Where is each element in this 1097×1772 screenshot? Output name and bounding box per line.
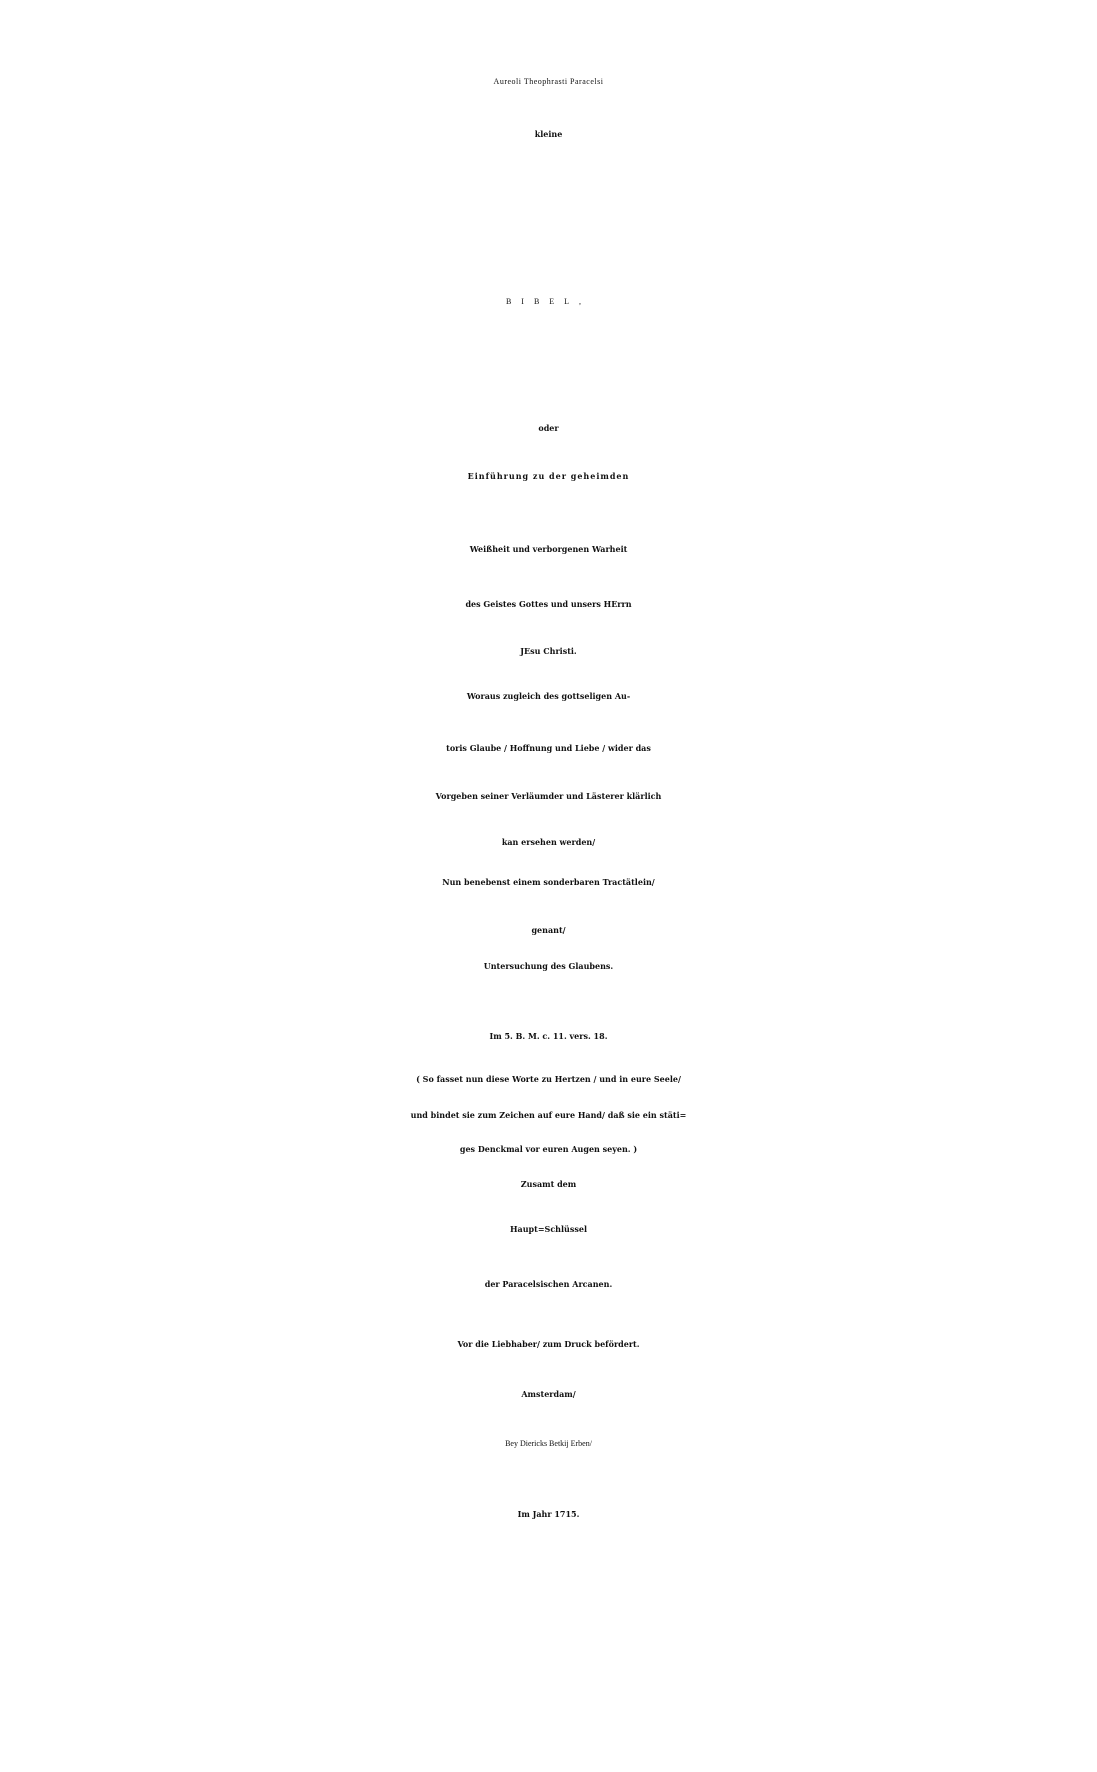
line-kan-ersehen: kan ersehen werden/ [501, 837, 596, 847]
line-year: Im Jahr 1715. [517, 1509, 580, 1519]
line-paracelsischen-arcanen: der Paracelsischen Arcanen. [484, 1279, 613, 1289]
subtitle-kleine: kleine [534, 129, 563, 139]
line-vorgeben: Vorgeben seiner Verläumder und Lästerer klärlich [435, 791, 662, 801]
main-title-hand-und-denck [0, 168, 1097, 298]
main-title-bibel: BIBEL, [505, 297, 592, 306]
line-quote-1: ( So fasset nun diese Worte zu Hertzen / und in eure Seele/ [416, 1074, 681, 1084]
line-publisher: Bey Diericks Betkij Erben/ [505, 1439, 592, 1448]
line-amsterdam: Amsterdam/ [521, 1389, 576, 1399]
line-jesu-christi: JEsu Christi. [520, 646, 577, 656]
line-vor-die-liebhaber: Vor die Liebhaber/ zum Druck befördert. [457, 1339, 640, 1349]
line-bible-reference: Im 5. B. M. c. 11. vers. 18. [489, 1031, 608, 1041]
line-zusamt-dem: Zusamt dem [520, 1179, 577, 1189]
line-woraus: Woraus zugleich des gottseligen Au- [466, 691, 631, 701]
line-einfuehrung: Einführung zu der geheimden [467, 471, 630, 481]
line-des-geistes: des Geistes Gottes und unsers HErrn [465, 599, 632, 609]
line-haupt-schluessel: Haupt=Schlüssel [509, 1224, 587, 1234]
line-quote-2: und bindet sie zum Zeichen auf eure Hand/ daß sie ein stäti= [410, 1110, 687, 1120]
line-untersuchung: Untersuchung des Glaubens. [483, 961, 614, 971]
line-nun-benebenst: Nun benebenst einem sonderbaren Tractätlein/ [442, 877, 655, 887]
line-toris-glaube: toris Glaube / Hoffnung und Liebe / wider das [446, 743, 651, 753]
line-genant: genant/ [531, 925, 566, 935]
line-weissheit: Weißheit und verborgenen Warheit [469, 544, 628, 554]
word-oder: oder [538, 423, 559, 433]
line-quote-3: ges Denckmal vor euren Augen seyen. ) [459, 1144, 638, 1154]
author-line: Aureoli Theophrasti Paracelsi [493, 77, 604, 86]
